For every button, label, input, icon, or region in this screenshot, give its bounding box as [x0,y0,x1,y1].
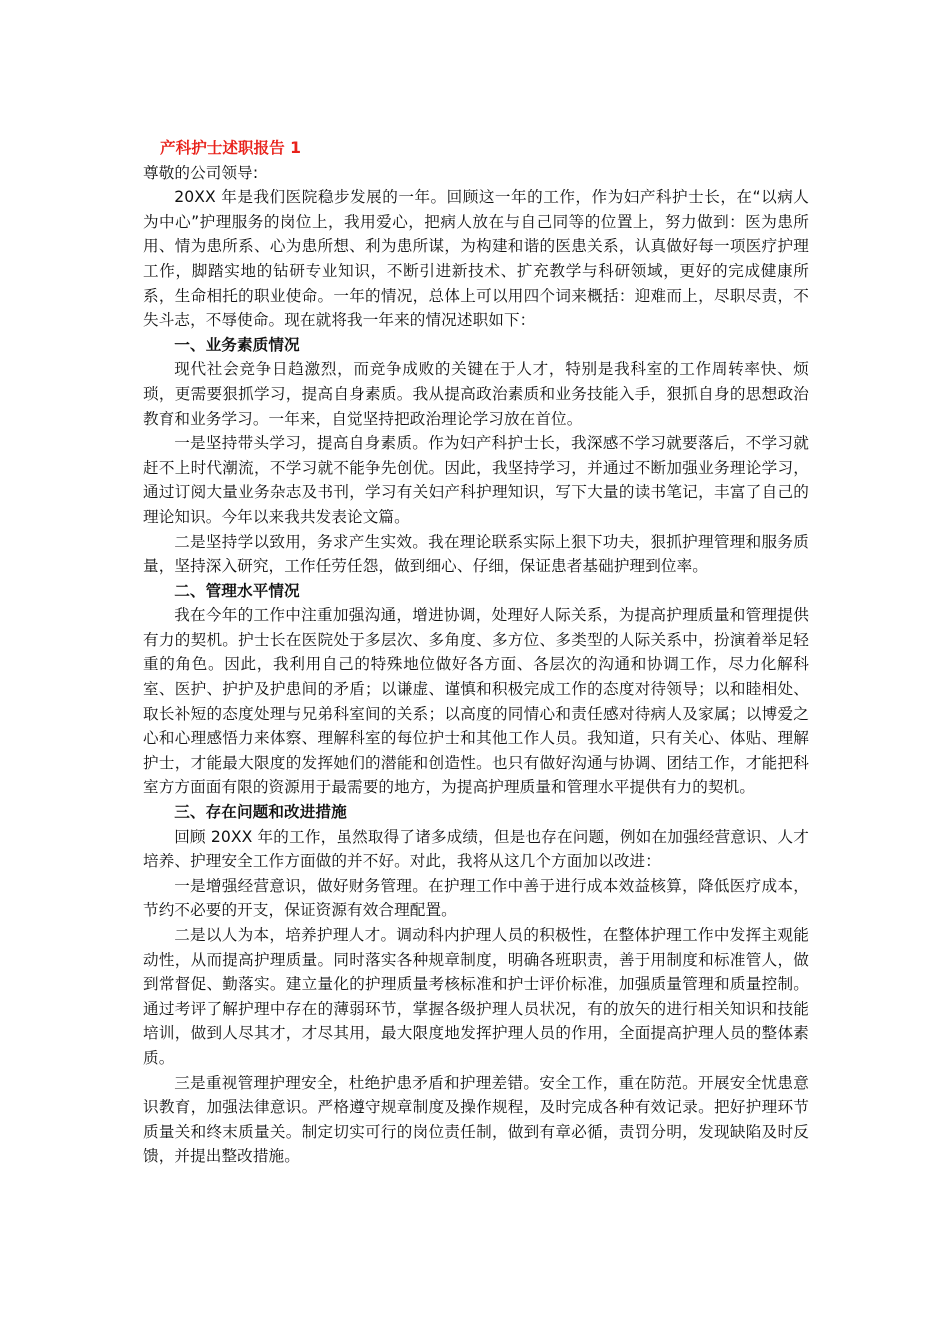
section-heading-management-level: 二、管理水平情况 [174,581,300,600]
paragraph: 我在今年的工作中注重加强沟通，增进协调，处理好人际关系，为提高护理质量和管理提供有力的契机。护士长在医院处于多层次、多角度、多方位、多类型的人际关系中，扮演着举足轻重的角色。因此，我利用自己的特殊地位做好各方面、各层次的沟通和协调工作，尽力化解科室、医护、护护及护患间的矛盾；以谦虚、谨慎和积极完成工作的态度对待领导；以和睦相处、取长补短的态度处理与兄弟科室间的关系；以高度的同情心和责任感对待病人及家属；以博爱之心和心理感悟力来体察、理解科室的每位护士和其他工作人员。我知道，只有关心、体贴、理解护士，才能最大限度的发挥她们的潜能和创造性。也只有做好沟通与协调、团结工作，才能把科室方方面面有限的资源用于最需要的地方，为提高护理质量和管理水平提供有力的契机。 [143,606,809,797]
paragraph: 现代社会竞争日趋激烈，而竞争成败的关键在于人才，特别是我科室的工作周转率快、烦琐，更需要狠抓学习，提高自身素质。我从提高政治素质和业务技能入手，狠抓自身的思想政治教育和业务学习。一年来，自觉坚持把政治理论学习放在首位。 [143,360,809,428]
paragraph: 一是坚持带头学习，提高自身素质。作为妇产科护士长，我深感不学习就要落后，不学习就赶不上时代潮流，不学习就不能争先创优。因此，我坚持学习，并通过不断加强业务理论学习，通过订阅大量业务杂志及书刊，学习有关妇产科护理知识，写下大量的读书笔记，丰富了自己的理论知识。今年以来我共发表论文篇。 [143,434,809,526]
paragraph: 回顾 20XX 年的工作，虽然取得了诸多成绩，但是也存在问题，例如在加强经营意识、人才培养、护理安全工作方面做的并不好。对此，我将从这几个方面加以改进： [143,827,809,871]
document-title: 产科护士述职报告 1 [160,139,302,157]
paragraph: 一是增强经营意识，做好财务管理。在护理工作中善于进行成本效益核算，降低医疗成本，节约不必要的开支，保证资源有效合理配置。 [143,876,809,920]
paragraph: 二是坚持学以致用，务求产生实效。我在理论联系实际上狠下功夫，狠抓护理管理和服务质量，坚持深入研究，工作任劳任怨，做到细心、仔细，保证患者基础护理到位率。 [143,532,809,576]
intro-paragraph: 20XX 年是我们医院稳步发展的一年。回顾这一年的工作，作为妇产科护士长，在“以病人为中心”护理服务的岗位上，我用爱心，把病人放在与自己同等的位置上，努力做到：医为患所用、情为患所系、心为患所想、利为患所谋，为构建和谐的医患关系，认真做好每一项医疗护理工作，脚踏实地的钻研专业知识，不断引进新技术、扩充教学与科研领域，更好的完成健康所系，生命相托的职业使命。一年的情况，总体上可以用四个词来概括：迎难而上，尽职尽责，不失斗志，不辱使命。现在就将我一年来的情况述职如下： [143,188,809,330]
section-heading-problems-improvements: 三、存在问题和改进措施 [174,803,347,822]
greeting: 尊敬的公司领导: [143,163,259,182]
section-heading-business-quality: 一、业务素质情况 [174,335,300,354]
paragraph: 二是以人为本，培养护理人才。调动科内护理人员的积极性，在整体护理工作中发挥主观能动性，从而提高护理质量。同时落实各种规章制度，明确各班职责，善于用制度和标准管人，做到常督促、勤落实。建立量化的护理质量考核标准和护士评价标准，加强质量管理和质量控制。通过考评了解护理中存在的薄弱环节，掌握各级护理人员状况，有的放矢的进行相关知识和技能培训，做到人尽其才，才尽其用，最大限度地发挥护理人员的作用，全面提高护理人员的整体素质。 [143,926,809,1067]
document-body [143,136,809,1169]
paragraph: 三是重视管理护理安全，杜绝护患矛盾和护理差错。安全工作，重在防范。开展安全忧患意识教育，加强法律意识。严格遵守规章制度及操作规程，及时完成各种有效记录。把好护理环节质量关和终末质量关。制定切实可行的岗位责任制，做到有章必循，责罚分明，发现缺陷及时反馈，并提出整改措施。 [143,1073,809,1166]
